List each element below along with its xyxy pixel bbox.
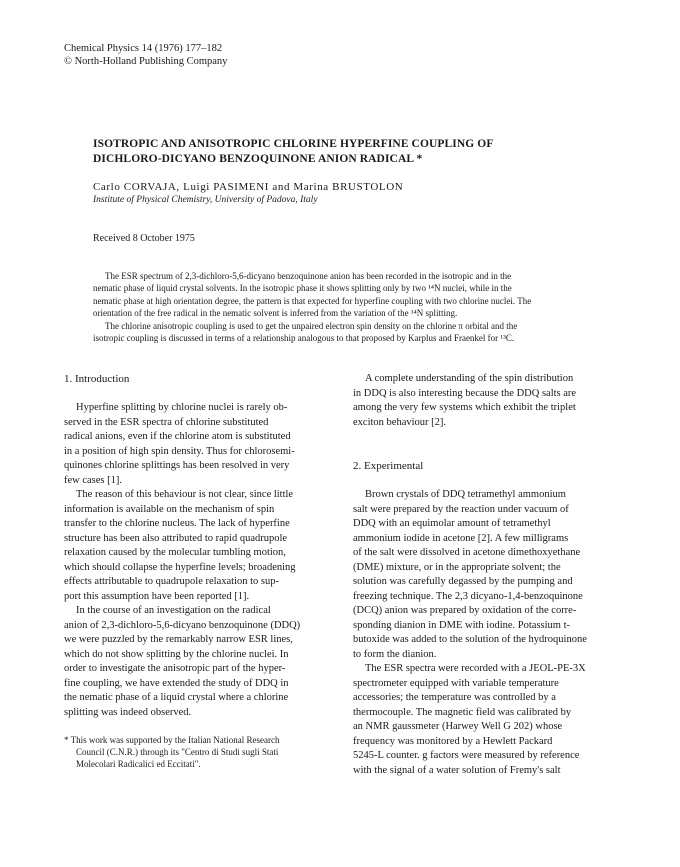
text-line: DDQ with an equimolar amount of tetramethyl bbox=[353, 518, 551, 529]
text-line: A complete understanding of the spin distribution bbox=[365, 373, 574, 384]
text-line: which do not show splitting by the chlorine nuclei. In bbox=[64, 648, 289, 660]
text-line: sponding dianion in DME with iodine. Potassium t- bbox=[353, 619, 570, 631]
text-line: effects attributable to quadrupole relaxation to sup- bbox=[64, 576, 279, 587]
text-line: fine coupling, we have extended the study of DDQ in bbox=[64, 677, 289, 689]
text-line: with the signal of a water solution of Fremy's salt bbox=[353, 764, 561, 776]
abstract-line: isotropic coupling is discussed in terms of a relationship analogous to that proposed by Karplus and Fraenkel for ¹³C. bbox=[93, 333, 515, 344]
text-line: in DDQ is also interesting because the DDQ salts are bbox=[353, 387, 577, 399]
text-line: In the course of an investigation on the radical bbox=[76, 605, 271, 616]
abstract-line: The chlorine anisotropic coupling is used to get the unpaired electron spin density on the chlorine π orbital and the bbox=[105, 320, 518, 331]
text-line: transfer to the chlorine nucleus. The lack of hyperfine bbox=[64, 518, 290, 529]
footnote bbox=[64, 734, 326, 770]
footnote-line: Molecolari Radicalici ed Eccitati". bbox=[76, 759, 201, 769]
text-line: to form the dianion. bbox=[353, 648, 437, 660]
text-line: radical anions, even if the chlorine atom is substituted bbox=[64, 431, 291, 442]
right-column bbox=[353, 372, 615, 778]
text-line: Brown crystals of DDQ tetramethyl ammonium bbox=[365, 489, 566, 500]
text-line: port this assumption have been reported [1]. bbox=[64, 590, 250, 602]
text-line: structure has been also attributed to rapid quadrupole bbox=[64, 532, 288, 544]
text-line: anion of 2,3-dichloro-5,6-dicyano benzoquinone (DDQ) bbox=[64, 619, 301, 631]
abstract-line: orientation of the free radical in the nematic solvent is inferred from the variation of the ¹⁴N splitting. bbox=[93, 308, 458, 319]
abstract bbox=[93, 270, 615, 344]
text-line: among the very few systems which exhibit the triplet bbox=[353, 402, 576, 413]
text-line: butoxide was added to the solution of the hydroquinone bbox=[353, 634, 587, 645]
text-line: quinones chlorine splittings has been resolved in very bbox=[64, 460, 290, 471]
text-line: exciton behaviour [2]. bbox=[353, 416, 447, 428]
text-line: frequency was monitored by a Hewlett Packard bbox=[353, 735, 553, 747]
text-line: salt were prepared by the reaction under vacuum of bbox=[353, 503, 569, 515]
text-line: ammonium iodide in acetone [2]. A few milligrams bbox=[353, 532, 569, 544]
journal-header bbox=[64, 42, 227, 68]
publisher-line: © North-Holland Publishing Company bbox=[64, 56, 228, 67]
title-line: ISOTROPIC AND ANISOTROPIC CHLORINE HYPERFINE COUPLING OF bbox=[93, 138, 494, 150]
text-line: solution was carefully degassed by the pumping and bbox=[353, 576, 573, 587]
text-line: an NMR gaussmeter (Harwey Well G 202) whose bbox=[353, 721, 563, 732]
received-date: Received 8 October 1975 bbox=[93, 233, 195, 244]
text-line: order to investigate the anisotropic part of the hyper- bbox=[64, 663, 286, 674]
article-title bbox=[93, 137, 613, 167]
left-column bbox=[64, 372, 326, 770]
abstract-line: nematic phase of liquid crystal solvents. In the isotropic phase it shows splitting only by two ¹⁴N nuclei, while in the bbox=[93, 283, 512, 294]
authors: Carlo CORVAJA, Luigi PASIMENI and Marina BRUSTOLON bbox=[93, 181, 404, 193]
text-line: few cases [1]. bbox=[64, 474, 123, 486]
footnote-line: Council (C.N.R.) through its "Centro di Studi sugli Stati bbox=[76, 747, 279, 757]
text-line: the nematic phase of a liquid crystal where a chlorine bbox=[64, 692, 289, 703]
text-line: (DCQ) anion was prepared by oxidation of the corre- bbox=[353, 605, 577, 616]
abstract-line: The ESR spectrum of 2,3-dichloro-5,6-dicyano benzoquinone anion has been recorded in the isotropic and in the bbox=[105, 271, 512, 281]
abstract-line: nematic phase at high orientation degree, the pattern is that expected for hyperfine coupling with two chlorine nuclei. The bbox=[93, 295, 532, 306]
section-heading-introduction: 1. Introduction bbox=[64, 373, 130, 385]
text-line: The ESR spectra were recorded with a JEOL-PE-3X bbox=[365, 663, 586, 674]
text-line: served in the ESR spectra of chlorine substituted bbox=[64, 416, 269, 428]
text-line: information is available on the mechanism of spin bbox=[64, 503, 275, 515]
text-line: (DME) mixture, or in the appropriate solvent; the bbox=[353, 561, 561, 573]
text-line: freezing technique. The 2,3 dicyano-1,4-benzoquinone bbox=[353, 590, 583, 602]
text-line: accessories; the temperature was controlled by a bbox=[353, 692, 556, 703]
text-line: spectrometer equipped with variable temperature bbox=[353, 677, 559, 689]
journal-citation: Chemical Physics 14 (1976) 177–182 bbox=[64, 43, 223, 54]
text-line: thermocouple. The magnetic field was calibrated by bbox=[353, 706, 572, 718]
text-line: of the salt were dissolved in acetone dimethoxyethane bbox=[353, 547, 581, 558]
text-line: splitting was indeed observed. bbox=[64, 706, 192, 718]
text-line: The reason of this behaviour is not clear, since little bbox=[76, 489, 294, 500]
text-line: 5245-L counter. g factors were measured by reference bbox=[353, 750, 580, 761]
text-line: in a position of high spin density. Thus for chlorosemi- bbox=[64, 445, 295, 457]
section-heading-experimental: 2. Experimental bbox=[353, 460, 424, 472]
text-line: we were puzzled by the remarkably narrow ESR lines, bbox=[64, 634, 293, 645]
text-line: Hyperfine splitting by chlorine nuclei is rarely ob- bbox=[76, 402, 288, 413]
text-line: relaxation caused by the molecular tumbling motion, bbox=[64, 547, 286, 558]
footnote-line: * This work was supported by the Italian National Research bbox=[64, 735, 280, 745]
affiliation: Institute of Physical Chemistry, University of Padova, Italy bbox=[93, 195, 318, 205]
text-line: which should collapse the hyperfine levels; broadening bbox=[64, 561, 296, 573]
title-line: DICHLORO-DICYANO BENZOQUINONE ANION RADICAL * bbox=[93, 153, 423, 165]
